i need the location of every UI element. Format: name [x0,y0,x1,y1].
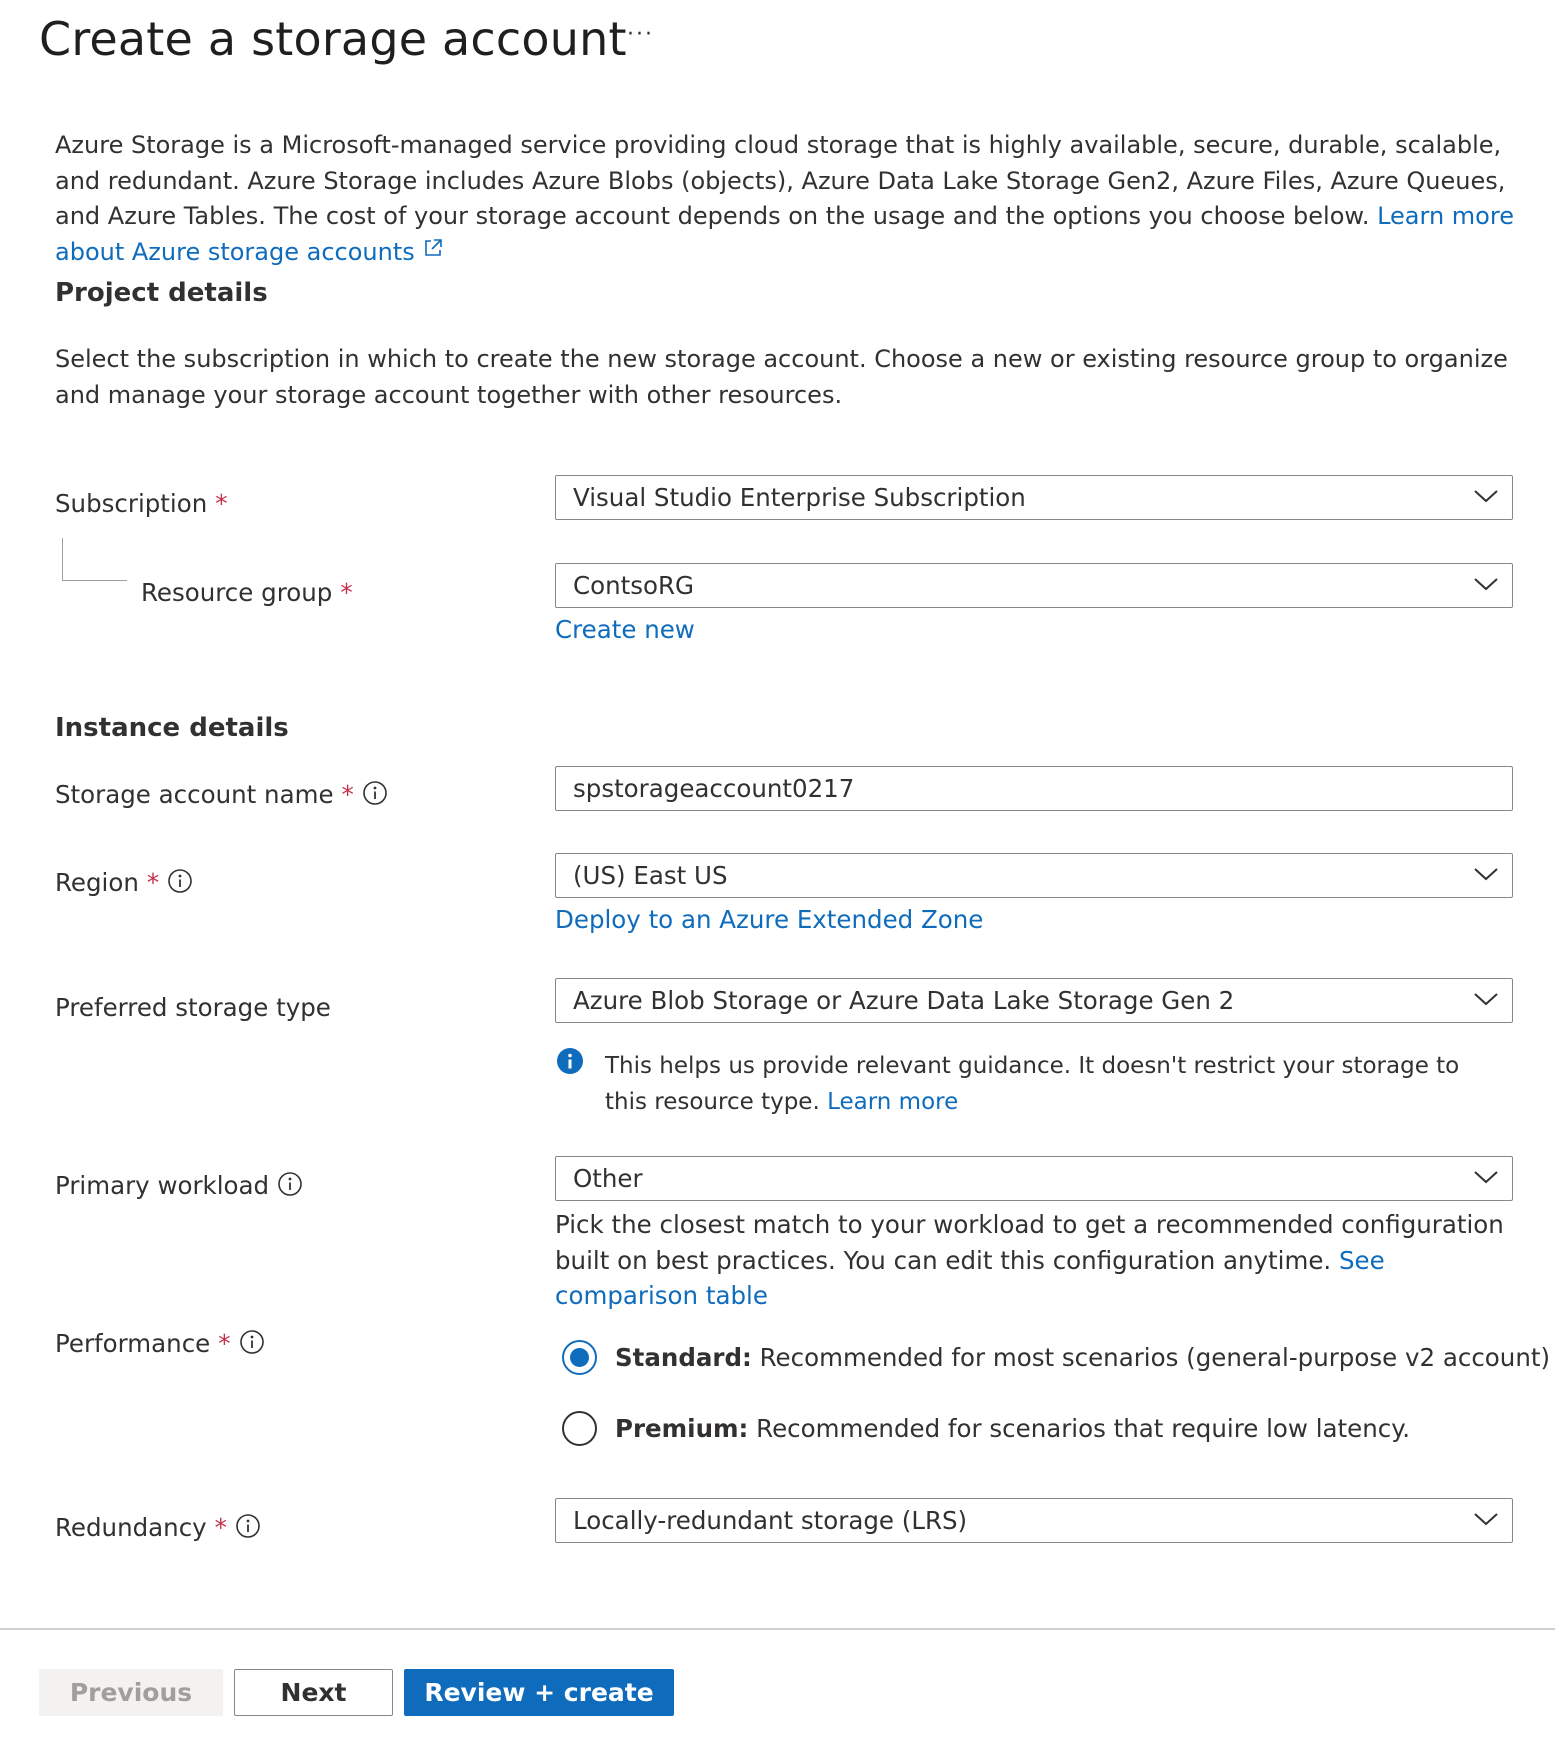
info-circle-icon[interactable] [167,868,193,894]
region-value: (US) East US [573,861,728,890]
performance-premium-option[interactable] [562,1411,1410,1446]
option-desc: Recommended for most scenarios (general-purpose v2 account) [759,1343,1551,1372]
resource-group-label: Resource group * [141,578,353,607]
option-text [615,1343,1550,1372]
learn-more-storage-link[interactable]: Learn more about Azure storage accounts [55,202,1514,266]
intro-text [55,128,1515,270]
subscription-dropdown[interactable] [555,475,1513,520]
redundancy-value: Locally-redundant storage (LRS) [573,1506,968,1535]
project-details-description: Select the subscription in which to create the new storage account. Choose a new or existing resource group to organize and manage your storage account together with other resources. [55,345,1508,409]
chevron-down-icon [1474,576,1498,592]
radio-unselected[interactable] [562,1411,597,1446]
intro-description: Azure Storage is a Microsoft-managed service providing cloud storage that is highly available, secure, durable, scalable, and redundant. Azure Storage includes Azure Blobs (objects), Azure Data Lake Storage Gen2, Azure Files, Azure Queues, and Azure Tables. The cost of your storage account depends on the usage and the options you choose below. [55,131,1506,230]
info-circle-icon[interactable] [239,1329,265,1355]
resource-group-value: ContsoRG [573,571,694,600]
required-marker: * [146,868,160,897]
option-name: Premium: [615,1414,749,1443]
project-details-heading: Project details [55,278,268,308]
more-options-icon[interactable]: ··· [627,22,654,47]
required-marker: * [218,1329,231,1358]
tree-connector [62,538,127,581]
info-circle-icon[interactable] [277,1171,303,1197]
primary-workload-dropdown[interactable] [555,1156,1513,1201]
info-circle-icon[interactable] [362,780,388,806]
required-marker: * [341,780,354,809]
next-button[interactable]: Next [234,1669,393,1716]
preferred-storage-type-dropdown[interactable] [555,978,1513,1023]
preferred-storage-type-label: Preferred storage type [55,993,331,1022]
create-new-resource-group-link[interactable]: Create new [555,615,695,644]
previous-button: Previous [39,1669,223,1716]
chevron-down-icon [1474,1511,1498,1527]
required-marker: * [214,1513,227,1542]
chevron-down-icon [1474,866,1498,882]
region-label: Region * [55,868,193,898]
option-desc: Recommended for scenarios that require low latency. [756,1414,1410,1443]
storage-account-name-input[interactable] [555,766,1513,811]
instance-details-heading: Instance details [55,713,289,743]
primary-workload-value: Other [573,1164,643,1193]
region-dropdown[interactable] [555,853,1513,898]
deploy-extended-zone-link[interactable]: Deploy to an Azure Extended Zone [555,905,984,934]
chevron-down-icon [1474,1169,1498,1185]
required-marker: * [340,578,353,607]
info-circle-icon[interactable] [235,1513,261,1539]
chevron-down-icon [1474,488,1498,504]
option-text [615,1414,1410,1443]
performance-standard-option[interactable] [562,1340,1550,1375]
info-filled-icon [556,1047,584,1075]
storage-account-name-value: spstorageaccount0217 [573,774,855,803]
footer-divider [0,1628,1555,1630]
review-create-button[interactable]: Review + create [404,1669,674,1716]
subscription-value: Visual Studio Enterprise Subscription [573,483,1026,512]
primary-workload-help [555,1207,1515,1314]
storage-type-learn-more-link[interactable]: Learn more [827,1088,959,1115]
see-comparison-table-link[interactable]: See comparison table [555,1245,1385,1310]
resource-group-dropdown[interactable] [555,563,1513,608]
option-name: Standard: [615,1343,752,1372]
storage-type-note [605,1049,1505,1120]
subscription-label: Subscription * [55,489,228,518]
page-title: Create a storage account [39,12,627,66]
performance-label: Performance * [55,1329,265,1359]
primary-workload-label: Primary workload [55,1171,303,1201]
redundancy-dropdown[interactable] [555,1498,1513,1543]
chevron-down-icon [1474,991,1498,1007]
storage-type-note-text: This helps us provide relevant guidance. It doesn't restrict your storage to this resource type. [605,1053,1460,1115]
redundancy-label: Redundancy * [55,1513,261,1543]
storage-account-name-label: Storage account name * [55,780,388,810]
primary-workload-help-text: Pick the closest match to your workload to get a recommended configuration built on best practices. You can edit this configuration anytime. [555,1210,1504,1275]
required-marker: * [215,489,228,518]
radio-selected[interactable] [562,1340,597,1375]
external-link-icon [423,238,443,258]
preferred-storage-type-value: Azure Blob Storage or Azure Data Lake Storage Gen 2 [573,986,1235,1015]
